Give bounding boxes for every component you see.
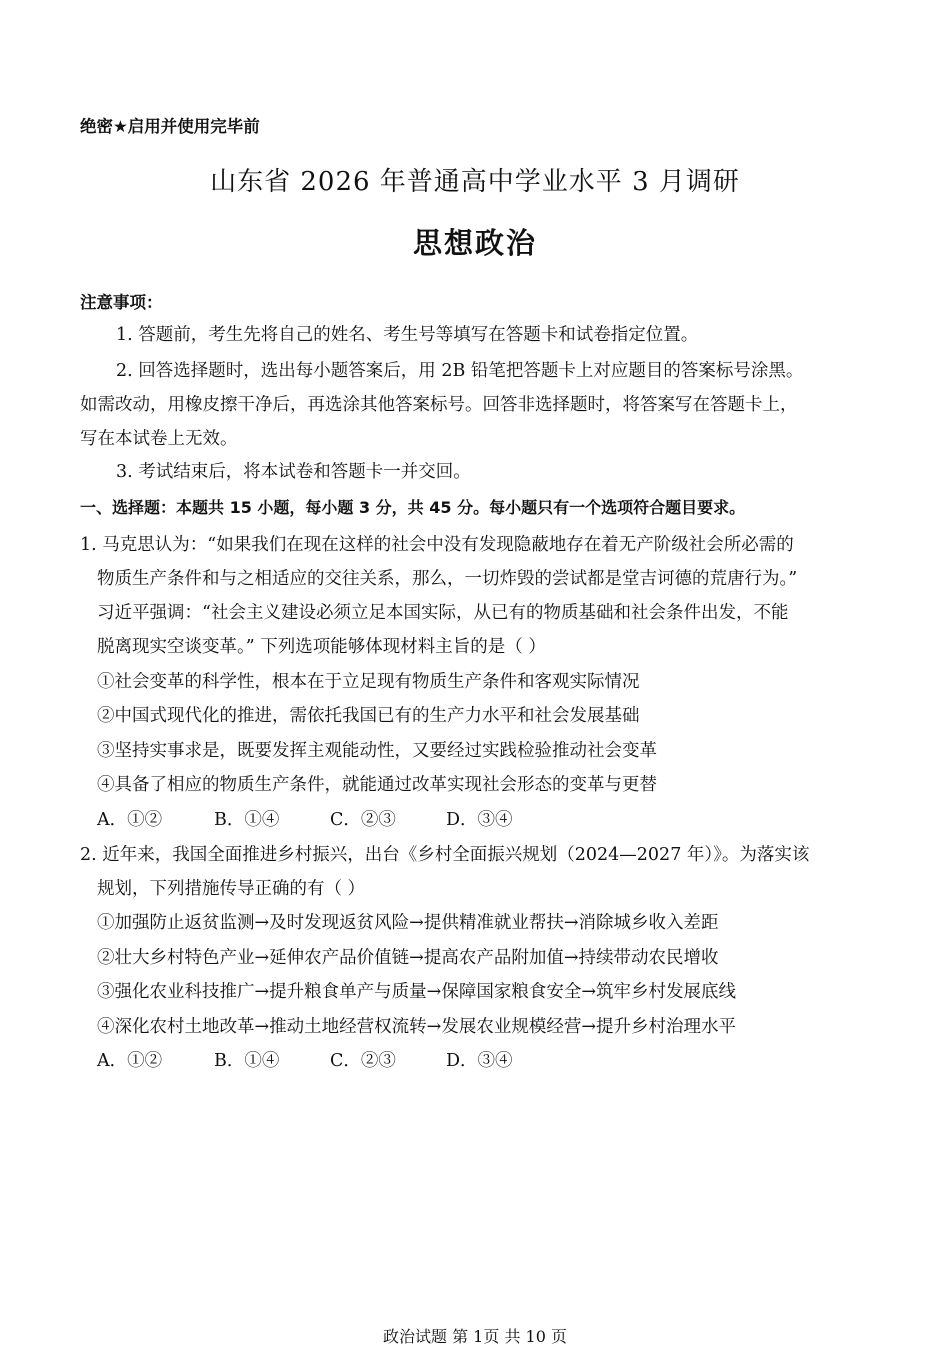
q1-stem-line-2: 物质生产条件和与之相适应的交往关系，那么，一切炸毁的尝试都是堂吉诃德的荒唐行为。” <box>97 569 798 589</box>
confidential-label: 绝密★启用并使用完毕前 <box>80 117 260 136</box>
q1-statement-4: ④具备了相应的物质生产条件，就能通过改革实现社会形态的变革与更替 <box>97 775 657 795</box>
q1-option-a: A．①② <box>97 810 163 830</box>
q2-statement-1: ①加强防止返贫监测→及时发现返贫风险→提供精准就业帮扶→消除城乡收入差距 <box>97 913 719 933</box>
q1-statement-1: ①社会变革的科学性，根本在于立足现有物质生产条件和客观实际情况 <box>97 672 640 692</box>
notice-item-2-line-2: 如需改动，用橡皮擦干净后，再选涂其他答案标号。回答非选择题时，将答案写在答题卡上， <box>80 395 798 415</box>
notice-item-2-line-3: 写在本试卷上无效。 <box>80 429 238 449</box>
q1-statement-3: ③坚持实事求是，既要发挥主观能动性，又要经过实践检验推动社会变革 <box>97 741 657 761</box>
notice-item-2-line-1: 2. 回答选择题时，选出每小题答案后，用 2B 铅笔把答题卡上对应题目的答案标号涂黑。 <box>116 361 804 381</box>
subject-title: 思想政治 <box>412 226 537 260</box>
q1-options <box>97 809 557 831</box>
section-heading: 一、选择题：本题共 15 小题，每小题 3 分，共 45 分。每小题只有一个选项符合题目要求。 <box>80 498 746 517</box>
page-footer: 政治试题 第 1页 共 10 页 <box>383 1327 567 1346</box>
q2-option-b: B．①④ <box>214 1051 280 1071</box>
q1-option-c: C．②③ <box>330 810 396 830</box>
q2-stem-line-1: 2. 近年来，我国全面推进乡村振兴，出台《乡村全面振兴规划（2024—2027 年）》。为落实该 <box>80 845 810 865</box>
exam-title: 山东省 2026 年普通高中学业水平 3 月调研 <box>210 167 740 197</box>
q1-option-b: B．①④ <box>214 810 280 830</box>
notice-item-1: 1. 答题前，考生先将自己的姓名、考生号等填写在答题卡和试卷指定位置。 <box>116 325 699 345</box>
q2-option-c: C．②③ <box>330 1051 396 1071</box>
q1-statement-2: ②中国式现代化的推进，需依托我国已有的生产力水平和社会发展基础 <box>97 706 640 726</box>
q1-stem-line-3: 习近平强调：“社会主义建设必须立足本国实际，从已有的物质基础和社会条件出发，不能 <box>97 603 789 623</box>
notice-item-3: 3. 考试结束后，将本试卷和答题卡一并交回。 <box>116 462 471 482</box>
q2-stem-line-2: 规划，下列措施传导正确的有（ ） <box>97 879 366 899</box>
q2-statement-2: ②壮大乡村特色产业→延伸农产品价值链→提高农产品附加值→持续带动农民增收 <box>97 948 719 968</box>
notice-heading: 注意事项： <box>80 293 163 312</box>
q2-options <box>97 1050 557 1072</box>
q1-stem-line-4: 脱离现实空谈变革。” 下列选项能够体现材料主旨的是（ ） <box>97 637 546 657</box>
q1-option-d: D．③④ <box>446 810 513 830</box>
q1-stem-line-1: 1. 马克思认为：“如果我们在现在这样的社会中没有发现隐蔽地存在着无产阶级社会所必需的 <box>80 535 794 555</box>
q2-option-a: A．①② <box>97 1051 163 1071</box>
q2-statement-4: ④深化农村土地改革→推动土地经营权流转→发展农业规模经营→提升乡村治理水平 <box>97 1017 736 1037</box>
q2-statement-3: ③强化农业科技推广→提升粮食单产与质量→保障国家粮食安全→筑牢乡村发展底线 <box>97 982 736 1002</box>
q2-option-d: D．③④ <box>446 1051 513 1071</box>
